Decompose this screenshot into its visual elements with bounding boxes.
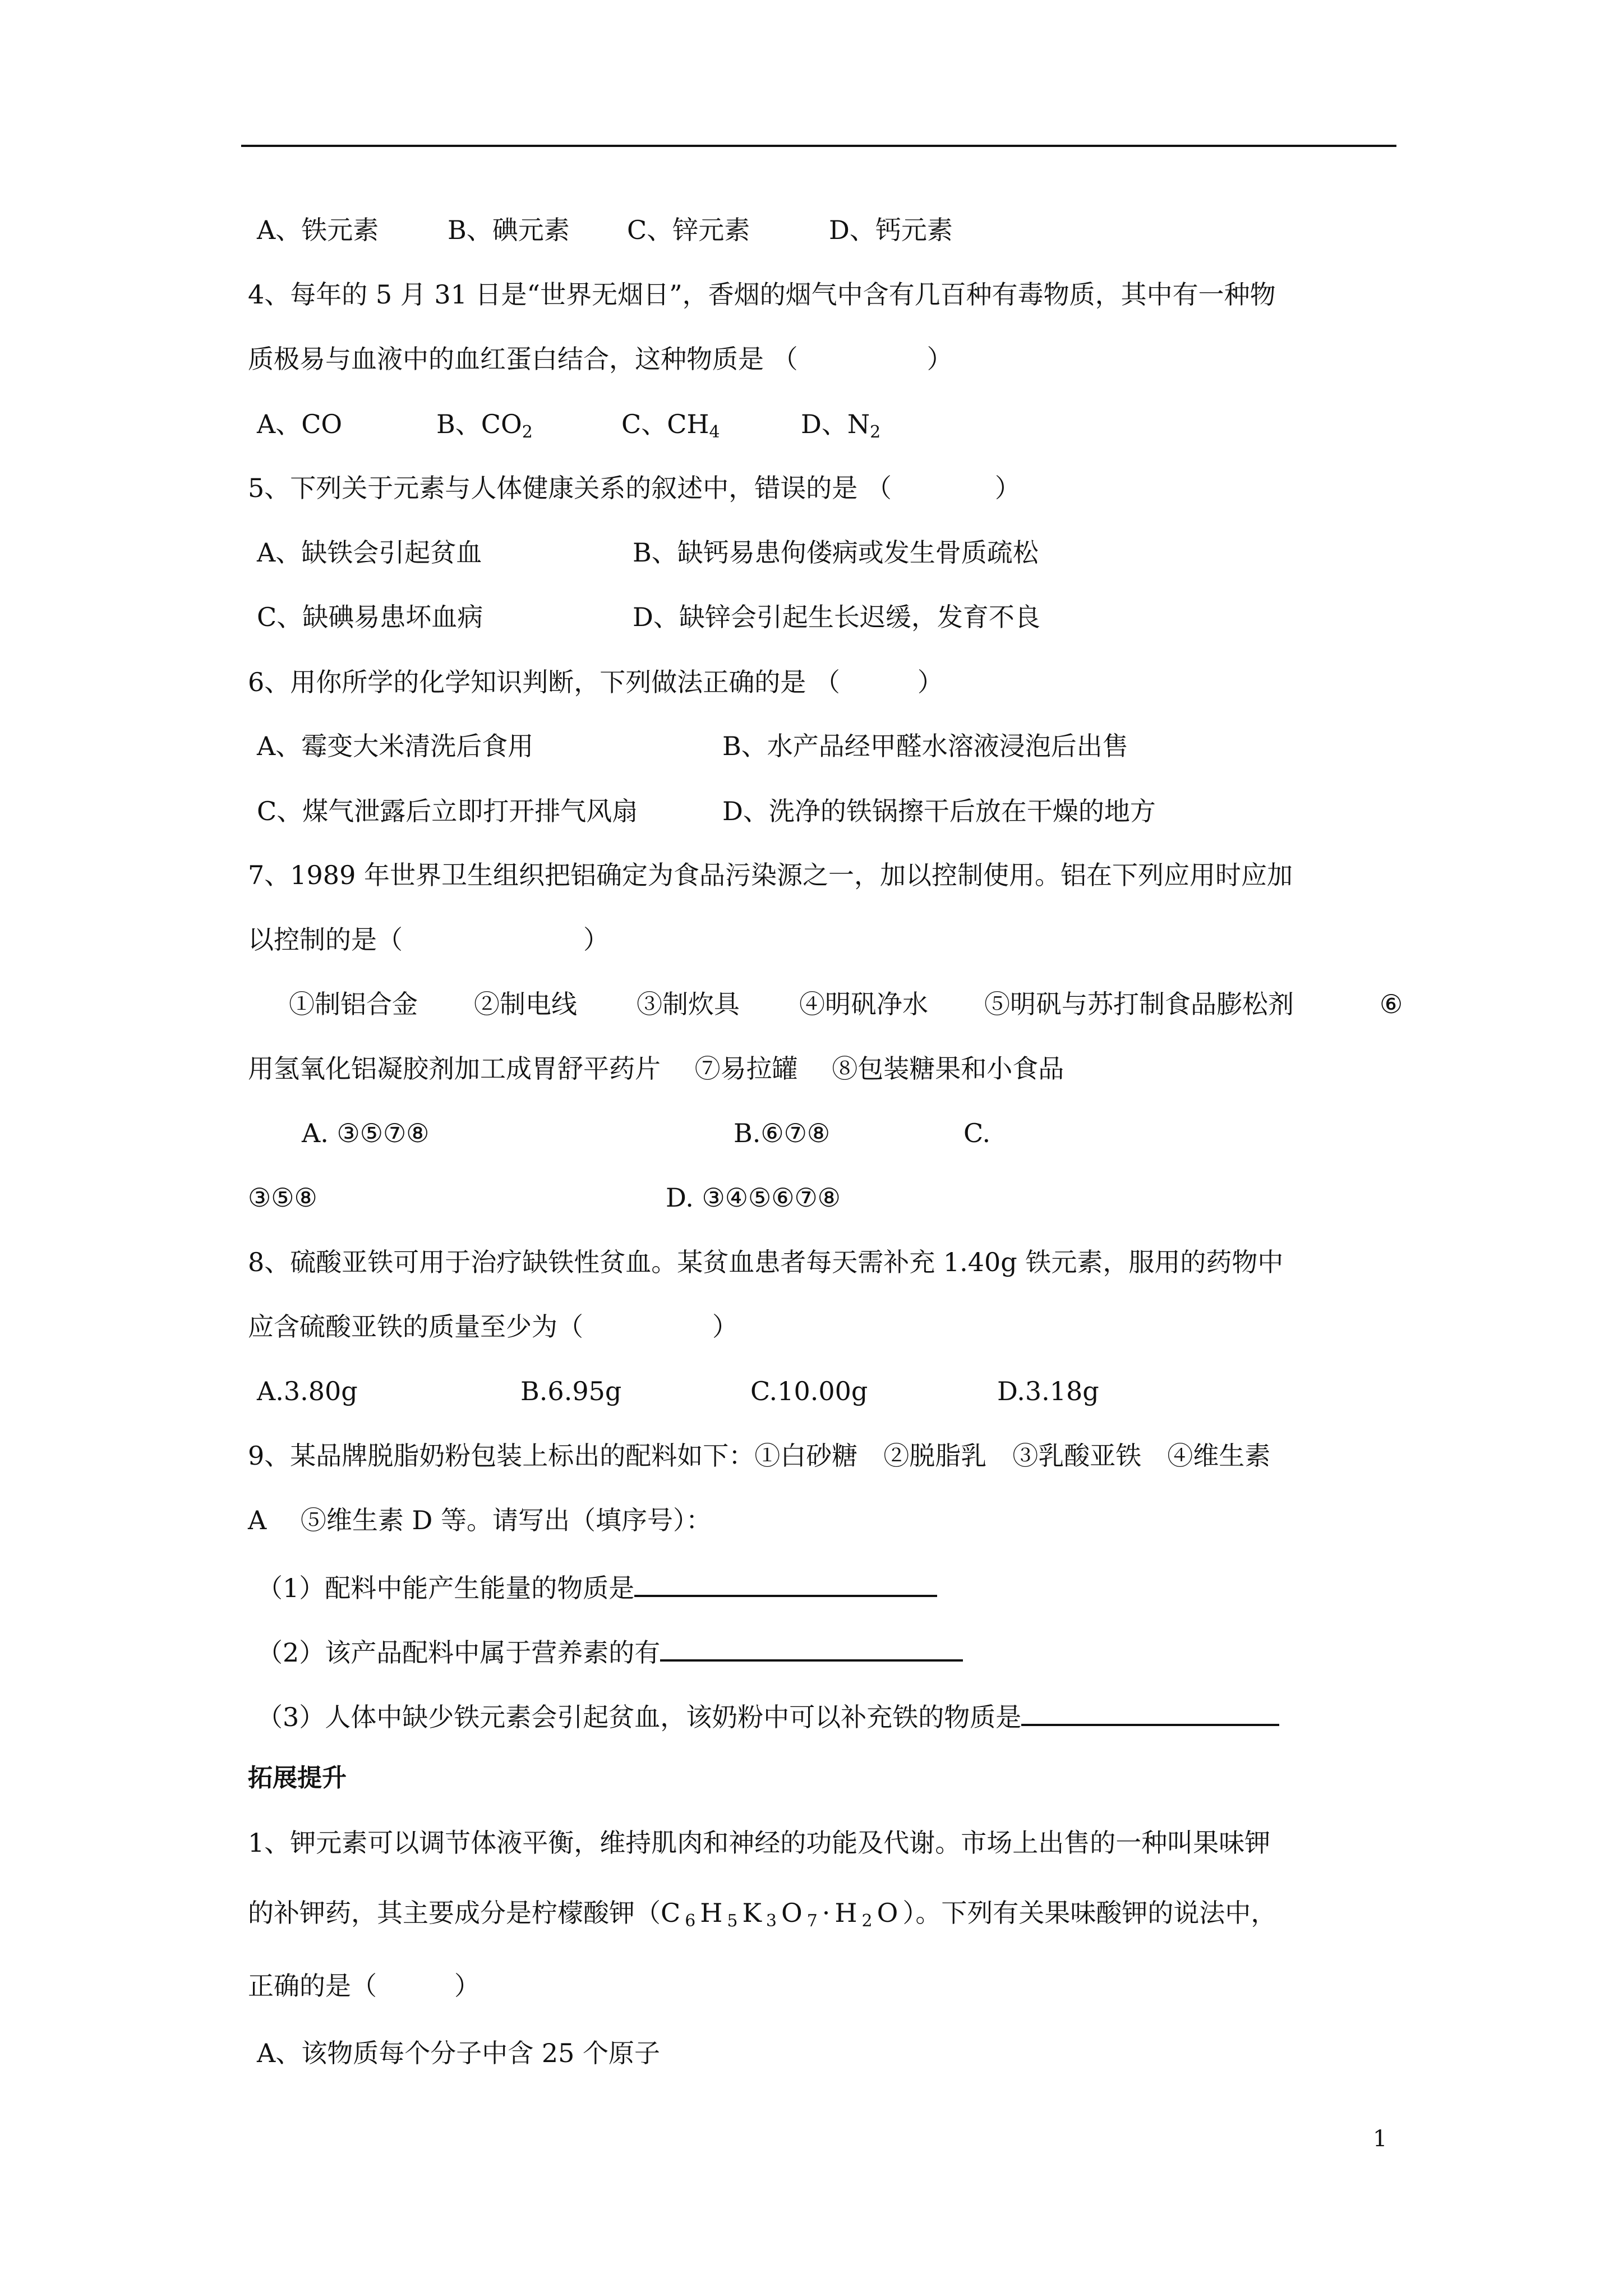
q9-part2 [257, 1632, 963, 1669]
q5-options-ab [257, 536, 1039, 569]
q6-option-c: C、煤气泄露后立即打开排气风扇 [257, 796, 638, 826]
q8-option-c: C.10.00g [750, 1376, 868, 1406]
q8-options [257, 1374, 1099, 1408]
q3-option-d: D、钙元素 [829, 215, 953, 245]
q6-options-cd [257, 794, 1156, 828]
q7-stem-line2: 以控制的是（ ） [248, 924, 609, 955]
q4-stem-line2: 质极易与血液中的血红蛋白结合，这种物质是 （ ） [248, 344, 953, 374]
header-rule [241, 145, 1396, 147]
q7-stem-line1: 7、1989 年世界卫生组织把铝确定为食品污染源之一，加以控制使用。铝在下列应用时应加 [248, 860, 1293, 890]
q6-stem: 6、用你所学的化学知识判断，下列做法正确的是 （ ） [248, 667, 943, 697]
q8-option-b: B.6.95g [520, 1376, 622, 1406]
q7-option-c-value: ③⑤⑧ [248, 1182, 317, 1213]
q7-item-3: ③制炊具 [637, 989, 740, 1019]
q9-part1-answer-blank[interactable] [634, 1568, 937, 1597]
q6-option-b: B、水产品经甲醛水溶液浸泡后出售 [722, 731, 1128, 761]
q7-item-1: ①制铝合金 [289, 989, 418, 1019]
q4-option-a: A、CO [257, 409, 343, 439]
q7-item-4: ④明矾净水 [799, 989, 928, 1019]
q7-options-line1 [302, 1116, 990, 1150]
q6-option-a: A、霉变大米清洗后食用 [257, 731, 534, 761]
q9-part3-text: （3）人体中缺少铁元素会引起贫血，该奶粉中可以补充铁的物质是 [257, 1702, 1022, 1732]
ext-q1-line1: 1、钾元素可以调节体液平衡，维持肌肉和神经的功能及代谢。市场上出售的一种叫果味钾 [248, 1828, 1271, 1858]
q4-option-c: C、$CH_4$ [621, 409, 720, 442]
q4-option-b: B、$CO_2$ [436, 409, 533, 442]
ext-q1-line3: 正确的是（ ） [248, 1971, 480, 2001]
q9-part1-text: （1）配料中能产生能量的物质是 [257, 1573, 635, 1603]
ext-q1-line2-pre: 的补钾药，其主要成分是柠檬酸钾（ [248, 1898, 661, 1928]
q8-option-d: D.3.18g [997, 1376, 1099, 1406]
q5-option-c: C、缺碘易患坏血病 [257, 602, 483, 632]
q9-stem-line1: 9、某品牌脱脂奶粉包装上标出的配料如下：①白砂糖 ②脱脂乳 ③乳酸亚铁 ④维生素 [248, 1441, 1271, 1471]
q5-option-b: B、缺钙易患佝偻病或发生骨质疏松 [633, 537, 1039, 568]
q9-part3 [257, 1697, 1279, 1734]
q9-part2-text: （2）该产品配料中属于营养素的有 [257, 1637, 661, 1668]
q7-option-d: D. ③④⑤⑥⑦⑧ [666, 1182, 841, 1213]
q7-item-6: ⑥ [1380, 989, 1403, 1019]
chemical-formula: $C_6H_5K_3O_7\cdot H_2O$ [661, 1898, 903, 1931]
q5-options-cd [257, 600, 1040, 634]
q7-options-line2 [248, 1181, 841, 1214]
q7-option-c: C. [963, 1118, 991, 1148]
q5-option-d: D、缺锌会引起生长迟缓，发育不良 [633, 602, 1040, 632]
q8-stem-line1: 8、硫酸亚铁可用于治疗缺铁性贫血。某贫血患者每天需补充 1.40g 铁元素，服用的药物中 [248, 1247, 1284, 1277]
q9-part2-answer-blank[interactable] [660, 1632, 963, 1662]
q9-part1 [257, 1568, 937, 1605]
q9-stem-line2: A ⑤维生素 D 等。请写出（填序号）： [248, 1505, 712, 1535]
q3-option-c: C、锌元素 [627, 215, 750, 245]
q5-option-a: A、缺铁会引起贫血 [257, 537, 482, 568]
q3-option-b: B、碘元素 [448, 215, 570, 245]
q7-option-a: A. ③⑤⑦⑧ [302, 1118, 430, 1148]
section-heading: 拓展提升 [248, 1764, 347, 1792]
ext-q1-option-a: A、该物质每个分子中含 25 个原子 [257, 2038, 660, 2068]
q6-option-d: D、洗净的铁锅擦干后放在干燥的地方 [722, 796, 1156, 826]
q6-options-ab [257, 729, 1128, 763]
q7-option-b: B.⑥⑦⑧ [734, 1118, 831, 1148]
q7-item-2: ②制电线 [474, 989, 577, 1019]
q7-items-line2: 用氢氧化铝凝胶剂加工成胃舒平药片 ⑦易拉罐 ⑧包装糖果和小食品 [248, 1053, 1064, 1084]
q4-stem-line1: 4、每年的 5 月 31 日是“世界无烟日”，香烟的烟气中含有几百种有毒物质，其中有一种物 [248, 279, 1276, 310]
q4-options [257, 407, 880, 441]
q7-items-line1 [289, 987, 1403, 1021]
ext-q1-line2 [248, 1896, 1276, 1930]
q9-part3-answer-blank[interactable] [1021, 1697, 1279, 1726]
q8-stem-line2: 应含硫酸亚铁的质量至少为（ ） [248, 1312, 738, 1342]
page-number: 1 [1373, 2126, 1387, 2152]
q3-option-a: A、铁元素 [257, 215, 379, 245]
q7-item-5: ⑤明矾与苏打制食品膨松剂 [984, 989, 1294, 1019]
q3-options [257, 213, 953, 247]
q5-stem: 5、下列关于元素与人体健康关系的叙述中，错误的是 （ ） [248, 473, 1021, 503]
ext-q1-line2-post: ）。下列有关果味酸钾的说法中， [902, 1898, 1277, 1928]
q8-option-a: A.3.80g [257, 1376, 358, 1406]
q4-option-d: D、$N_2$ [801, 409, 881, 442]
